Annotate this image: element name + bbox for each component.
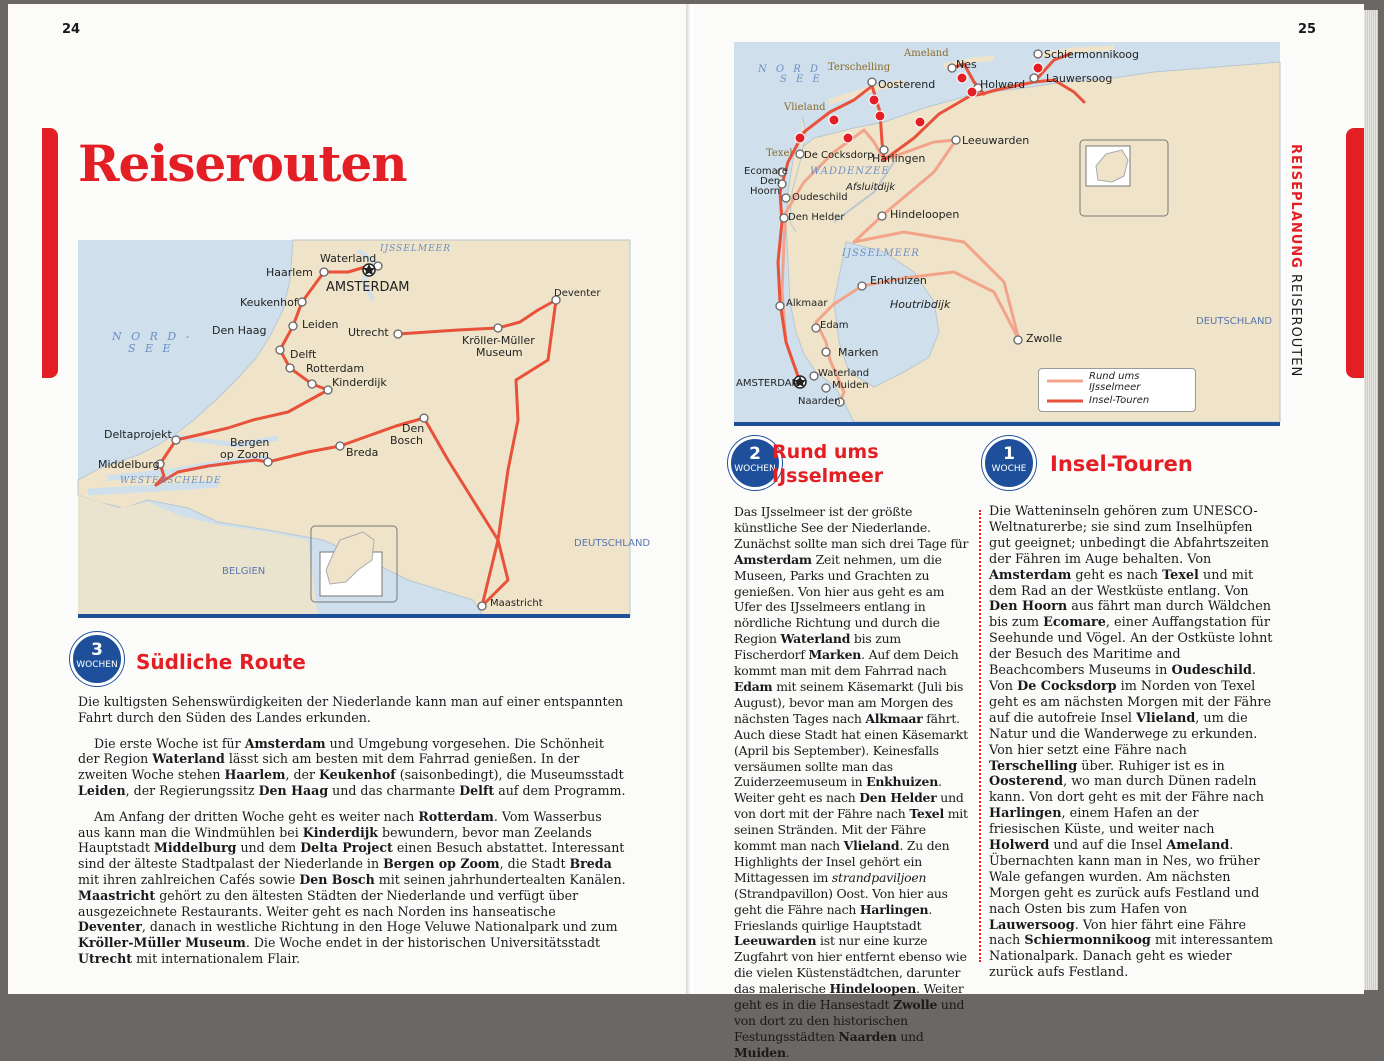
map-label-afsluitdijk: Afsluitdijk [846, 182, 896, 193]
text-run: mit seinem Käsemarkt (Juli bis August), bevor man am Morgen des nächsten Tages nach [734, 678, 964, 726]
bold-place-name: Harlingen [989, 806, 1062, 822]
map-label-deutschland: DEUTSCHLAND [574, 538, 651, 549]
bold-place-name: Waterland [152, 751, 225, 767]
bold-place-name: Bergen op Zoom [383, 856, 500, 872]
bold-place-name: Zwolle [893, 997, 938, 1013]
map-north-routes-graphic [734, 42, 1280, 422]
map-label-oudeschild: Oudeschild [792, 192, 848, 203]
map-label-keukenhof: Keukenhof [240, 296, 298, 309]
bold-place-name: Deventer [78, 919, 142, 935]
bold-place-name: Den Haag [258, 782, 329, 798]
map-label-ijsselmeer-north: IJSSELMEER [842, 248, 920, 259]
text-run: Die Watteninseln gehören zum UNESCO-Weltnaturerbe; sie sind zum Inselhüpfen gut geeignet; unbedingt die Abfahrtszeiten der Fähren im Auge behalten. Von [989, 504, 1269, 567]
bold-place-name: Kröller-Müller Museum [78, 935, 246, 951]
text-run: . [785, 1044, 790, 1060]
text-run: im Norden von Texel geht es am nächsten Morgen mit der Fähre auf die autofreie Insel [989, 678, 1272, 726]
map-label-maastricht: Maastricht [490, 598, 543, 609]
map-label-deutschland-north: DEUTSCHLAND [1196, 316, 1273, 327]
route-title-suedliche-route: Südliche Route [136, 650, 306, 674]
bold-place-name: Ameland [1166, 838, 1230, 854]
map-label-zwolle: Zwolle [1026, 332, 1063, 345]
map-label-nordsee-line1-north: N O R D - [758, 64, 834, 75]
bold-place-name: Waterland [780, 631, 851, 647]
route-title-line1: Rund ums [772, 441, 879, 463]
bold-place-name: Harlingen [859, 901, 929, 917]
bold-place-name: Ecomare [1043, 615, 1106, 631]
map-label-breda: Breda [346, 446, 379, 459]
bold-place-name: Hindeloopen [829, 981, 917, 997]
bold-place-name: Leeuwarden [734, 933, 817, 949]
map-label-hindeloopen: Hindeloopen [890, 208, 960, 221]
paragraph [78, 694, 626, 726]
text-run: und [896, 1028, 924, 1044]
map-label-muiden: Muiden [832, 380, 869, 391]
text-run: über. Ruhiger ist es in [1077, 758, 1225, 774]
text-run: . Übernachten kann man in Nes, wo früher Wale gefangen wurden. Am nächsten Morgen geht es zurück aufs Festland und nach Osten bis zum Hafen von [989, 838, 1260, 917]
page-title: Reiserouten [78, 134, 407, 193]
bold-place-name: Naarden [838, 1028, 897, 1044]
map-label-delft: Delft [290, 348, 317, 361]
map-label-waterland-north: Waterland [818, 368, 870, 379]
text-run: , der Regierungssitz [125, 782, 259, 798]
map-label-nordsee-line2: S E E [128, 342, 174, 355]
map-label-middelburg: Middelburg [98, 458, 160, 471]
map-label-houtribdijk: Houtribdijk [890, 298, 951, 311]
map-north-routes [734, 42, 1280, 422]
map-label-den-bosch-line2: Bosch [390, 434, 424, 447]
map-label-waddenzee: WADDENZEE [810, 166, 890, 177]
bold-place-name: Utrecht [78, 950, 133, 966]
map-label-enkhuizen: Enkhuizen [870, 274, 927, 287]
map-label-den-helder: Den Helder [788, 212, 845, 223]
bold-place-name: Leiden [78, 782, 126, 798]
duration-badge-1-week [982, 436, 1036, 490]
map-label-ecomare: Ecomare [744, 166, 788, 177]
southern-route-text [78, 694, 626, 977]
paragraph [78, 809, 626, 967]
text-run: , einem Hafen an der friesischen Küste, und weiter nach [989, 806, 1215, 838]
badge-unit-1: WOCHE [991, 464, 1027, 474]
map-label-kroeller-mueller: Kröller-Müller [462, 334, 535, 347]
map-label-utrecht: Utrecht [348, 326, 389, 339]
text-run: . Von hier fährt eine Fähre nach [989, 917, 1247, 949]
map-label-nordsee-line2-north: S E E [780, 74, 823, 85]
text-run: und auf die Insel [1049, 838, 1167, 854]
ijsselmeer-route-text [734, 504, 970, 1061]
text-run: Das IJsselmeer ist der größte künstliche See der Niederlande. Zunächst sollte man sich drei Tage für [734, 504, 969, 551]
legend-route1-line2: IJsselmeer [1089, 382, 1141, 393]
map-label-den-hoorn-line2: Hoorn [750, 186, 781, 197]
text-run: fährt. Auch diese Stadt hat einen Käsemarkt (April bis September). Keinesfalls versäumen sollte man das Zuiderzeemuseum in [734, 710, 968, 790]
bold-place-name: Texel [1162, 567, 1199, 583]
text-run: Die erste Woche ist für [94, 735, 245, 751]
text-run: . Von [989, 663, 1257, 694]
text-run: . Weiter geht es in die Hansestadt [734, 981, 964, 1013]
text-run: und mit dem Rad an der Westküste entlang. Von [989, 567, 1254, 599]
map-southern-route [78, 240, 651, 616]
column-divider [979, 510, 981, 962]
bold-place-name: Alkmaar [865, 710, 923, 726]
text-run: ist nur eine kurze Zugfahrt von hier entfernt ebenso wie die vielen Küstenstädtchen, darunter das malerische [734, 933, 967, 997]
text-run: und von dort zu den historischen Festungsstädten [734, 997, 965, 1044]
text-run: , um die Natur und die Wanderwege zu erkunden. Von hier setzt eine Fähre nach [989, 710, 1258, 758]
bold-place-name: Schiermonnikoog [1024, 933, 1151, 949]
page-edge [1364, 10, 1378, 990]
bold-place-name: Delta Project [300, 840, 393, 856]
route-title-rund-ums-ijsselmeer [772, 440, 883, 488]
bold-place-name: Amsterdam [989, 567, 1072, 583]
right-page [694, 4, 1364, 1060]
bold-place-name: Marken [808, 647, 862, 663]
bold-place-name: Breda [569, 856, 612, 872]
map-label-deventer: Deventer [554, 288, 601, 299]
text-run: mit seinen jahrhundertealten Kanälen. [374, 871, 626, 887]
map-label-rotterdam: Rotterdam [306, 362, 365, 375]
text-run: mit interessantem Nationalpark. Danach geht es wieder zurück aufs Festland. [989, 933, 1273, 981]
map-label-nes: Nes [956, 58, 977, 71]
text-run: . Die Woche endet in der historischen Universitätsstadt [245, 935, 601, 951]
left-page [8, 4, 690, 994]
text-run: . Weiter geht es nach [734, 774, 942, 806]
text-run: bis zum Fischerdorf [734, 631, 901, 663]
route-title-insel-touren: Insel-Touren [1050, 452, 1193, 476]
red-tab-right [1346, 128, 1364, 378]
text-run: auf dem Programm. [494, 782, 626, 798]
map-label-leeuwarden: Leeuwarden [962, 134, 1030, 147]
text-run: , danach in westliche Richtung in den Hoge Veluwe Nationalpark und zum [141, 919, 618, 935]
bold-place-name: Middelburg [153, 840, 237, 856]
map-label-amsterdam: AMSTERDAM [326, 280, 410, 295]
map-label-ijsselmeer: IJSSELMEER [380, 244, 452, 254]
bold-place-name: Keukenhof [319, 767, 396, 783]
bold-place-name: Kinderdijk [302, 824, 379, 840]
text-run: mit seinen Stränden. Mit der Fähre kommt man nach [734, 806, 968, 854]
text-run: lässt sich am besten mit dem Fahrrad genießen. In der zweiten Woche stehen [78, 751, 580, 783]
bold-place-name: Den Helder [859, 790, 937, 806]
text-run: . Auf dem Deich kommt man mit dem Fahrrad nach [734, 647, 959, 679]
map-label-belgien: BELGIEN [222, 566, 266, 577]
map-label-leiden: Leiden [302, 318, 339, 331]
bold-place-name: Vlieland [1136, 710, 1196, 726]
bold-place-name: Haarlem [224, 767, 286, 783]
text-run: Am Anfang der dritten Woche geht es weiter nach [94, 808, 419, 824]
badge-unit: WOCHEN [76, 660, 118, 670]
bold-place-name: Lauwersoog [989, 917, 1075, 933]
bold-place-name: Oudeschild [1171, 663, 1252, 679]
insel-route-text [989, 504, 1273, 981]
map-label-marken: Marken [838, 346, 879, 359]
text-run: , der [285, 767, 320, 783]
map-label-amsterdam-north: AMSTERDAM [736, 378, 801, 389]
text-run: und das charmante [328, 782, 460, 798]
bold-place-name: Holwerd [989, 838, 1050, 854]
bold-place-name: Oosterend [989, 774, 1064, 790]
page-number-left: 24 [62, 22, 81, 37]
italic-term: strandpaviljoen [831, 869, 927, 885]
text-run: . Zu den Highlights der Insel gehört ein Mittagessen im [734, 838, 950, 885]
bold-place-name: Amsterdam [244, 735, 326, 751]
badge-number-1: 1 [1003, 444, 1015, 464]
bold-place-name: Edam [734, 678, 773, 694]
map-divider-left [78, 614, 630, 618]
text-run: aus fährt man durch Wäldchen bis zum [989, 599, 1272, 631]
legend-route1-line1: Rund ums [1089, 371, 1140, 382]
map-label-deltaprojekt: Deltaprojekt [104, 428, 172, 441]
bold-place-name: De Cocksdorp [1017, 678, 1117, 694]
text-run: und von dort mit der Fähre nach [734, 790, 964, 822]
bold-place-name: Rotterdam [418, 808, 494, 824]
map-label-bergen-line2: op Zoom [220, 448, 269, 461]
legend-route2: Insel-Touren [1089, 395, 1150, 406]
text-run: mit internationalem Flair. [132, 950, 301, 966]
map-label-vlieland: Vlieland [784, 102, 826, 113]
badge-number-2: 2 [749, 444, 761, 464]
map-label-kinderdijk: Kinderdijk [332, 376, 387, 389]
text-run: mit ihren zahlreichen Cafés sowie [78, 871, 300, 887]
map-label-waterland: Waterland [320, 252, 377, 265]
map-label-texel: Texel [766, 148, 793, 159]
paragraph [78, 736, 626, 799]
side-header-rest: REISEROUTEN [1288, 273, 1303, 378]
text-run: , einer Auffangstation für Seehunde und Vögel. An der Ostküste lohnt der Besuch des Maritime and Beachcombers Museums in [989, 615, 1273, 679]
map-label-edam: Edam [820, 320, 849, 331]
bold-place-name: Den Hoorn [989, 599, 1068, 615]
bold-place-name: Enkhuizen [866, 774, 938, 790]
map-label-haarlem: Haarlem [266, 266, 313, 279]
text-run: gehört zu den ältesten Städten der Niederlande und verfügt über ausgezeichnete Restaurants. Weiter geht es nach Norden ins hanseatische [78, 887, 579, 919]
text-run: Zeit nehmen, um die Museen, Parks und Grachten zu genießen. Von hier aus geht es am Ufer des IJsselmeers entlang in nördliche Richtung und durch die Region [734, 551, 945, 647]
map-label-museum: Museum [476, 346, 523, 359]
map-label-ameland: Ameland [904, 48, 949, 59]
map-legend [1038, 368, 1196, 412]
badge-unit-2: WOCHEN [734, 464, 776, 474]
map-label-oosterend: Oosterend [878, 78, 936, 91]
map-label-naarden: Naarden [798, 396, 841, 407]
text-run: bewundern, bevor man Zeelands Hauptstadt [78, 824, 592, 856]
bold-place-name: Muiden [734, 1044, 786, 1060]
text-run: , die Stadt [499, 856, 570, 872]
map-label-den-haag: Den Haag [212, 324, 267, 337]
map-label-lauwersoog: Lauwersoog [1046, 72, 1113, 85]
map-label-bergen-line1: Bergen [230, 436, 270, 449]
map-label-de-cocksdorp: De Cocksdorp [804, 150, 874, 161]
text-run: . Vom Wasserbus aus kann man die Windmühlen bei [78, 808, 602, 840]
bold-place-name: Den Bosch [299, 871, 375, 887]
side-header-bold: REISEPLANUNG [1288, 144, 1303, 269]
text-run: Die kultigsten Sehenswürdigkeiten der Niederlande kann man auf einer entspannten Fahrt durch den Süden des Landes erkunden. [78, 694, 624, 725]
bold-place-name: Texel [909, 806, 944, 822]
red-tab-left [42, 128, 58, 378]
duration-badge-3-weeks [70, 632, 124, 686]
map-divider-right [734, 422, 1280, 426]
map-label-holwerd: Holwerd [980, 78, 1026, 91]
side-header [1288, 144, 1303, 377]
map-label-terschelling: Terschelling [828, 62, 891, 73]
bold-place-name: Delft [459, 782, 495, 798]
text-run: (saisonbedingt), die Museumsstadt [395, 767, 624, 783]
map-label-schiermonnikoog: Schiermonnikoog [1044, 48, 1140, 61]
bold-place-name: Amsterdam [734, 551, 812, 567]
bold-place-name: Terschelling [989, 758, 1078, 774]
map-label-den-hoorn-line1: Den [760, 176, 781, 187]
bold-place-name: Vlieland [843, 838, 900, 854]
badge-number: 3 [91, 640, 103, 660]
text-run: und dem [236, 840, 301, 856]
map-label-harlingen: Harlingen [872, 152, 926, 165]
route-title-line2: IJsselmeer [772, 465, 884, 487]
bold-place-name: Maastricht [78, 887, 156, 903]
map-label-alkmaar: Alkmaar [786, 298, 828, 309]
text-run: einen Besuch abstattet. Interessant sind der älteste Stadtpalast der Niederlande in [78, 840, 625, 872]
text-run: , wo man durch Dünen radeln kann. Von dort geht es mit der Fähre nach [989, 774, 1265, 806]
text-run: geht es nach [1071, 567, 1163, 583]
text-run: und Umgebung vorgesehen. Die Schönheit der Region [78, 735, 604, 767]
map-label-westerschelde: WESTERSCHELDE [120, 476, 222, 486]
text-run: (Strandpavillon) Oost. Von hier aus geht die Fähre nach [734, 885, 948, 917]
text-run: . Frieslands quirlige Hauptstadt [734, 901, 933, 933]
map-label-den-bosch-line1: Den [402, 422, 425, 435]
page-number-right: 25 [1298, 22, 1317, 37]
map-label-nordsee-line1: N O R D - [112, 330, 193, 343]
